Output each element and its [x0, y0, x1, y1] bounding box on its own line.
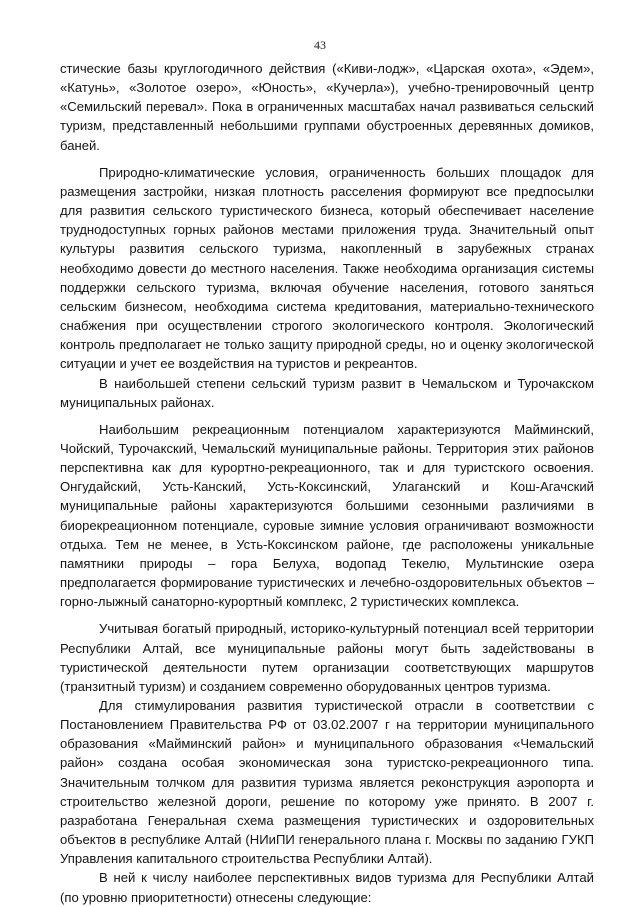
paragraph: Учитывая богатый природный, историко-культурный потенциал всей территории Республики Алтай, все муниципальные районы могут быть задействованы в туристической деятельности путем организации соответствующих маршрутов (транзитный туризм) и созданием современно оборудованных центров туризма. — [60, 621, 594, 694]
paragraph: стические базы круглогодичного действия («Киви-лодж», «Царская охота», «Эдем», «Катунь», «Золотое озеро», «Юность», «Кучерла»), учебно-тренировочный центр «Семильский перевал». Пока в ограниченных масштабах начал развиваться сельский туризм, представленный небольшими группами обустроенных деревянных домиков, баней. — [60, 61, 594, 153]
paragraph: В наибольшей степени сельский туризм развит в Чемальском и Турочакском муниципальных районах. — [60, 375, 594, 410]
page-number: 43 — [314, 38, 326, 52]
paragraph: Наибольшим рекреационным потенциалом характеризуются Майминский, Чойский, Турочакский, Чемальский муниципальные районы. Территория этих районов перспективна как для курортно-рекреационного, так и для туристского освоения. Онгудайский, Усть-Канский, Усть-Коксинский, Улаганский и Кош-Агачский муниципальные районы характеризуются большими сезонными различиями в биорекреационном потенциале, суровые зимние условия ограничивают возможности отдыха. Тем не менее, в Усть-Коксинском районе, где расположены уникальные памятники природы – гора Белуха, водопад Текелю, Мультинские озера предполагается формирование туристических и лечебно-оздоровительных объектов – горно-лыжный санаторно-курортный комплекс, 2 туристических комплекса. — [60, 421, 594, 610]
body-text — [60, 59, 594, 907]
paragraph: Природно-климатические условия, ограниченность больших площадок для размещения застройки, низкая плотность расселения формируют все предпосылки для развития сельского туристического бизнеса, который обеспечивает население труднодоступных горных районов местами приложения труда. Значительный опыт культуры развития сельского туризма, накопленный в зарубежных странах необходимо довести до местного населения. Также необходима организация системы поддержки сельского туризма, включая обучение населения, готового заняться сельским бизнесом, необходима система кредитования, материально-технического снабжения при осуществлении строгого экологического контроля. Экологический контроль предполагает не только защиту природной среды, но и оценку экологической ситуации и учет ее воздействия на туристов и рекреантов. — [60, 164, 594, 372]
paragraph: Для стимулирования развития туристической отрасли в соответствии с Постановлением Правительства РФ от 03.02.2007 г на территории муниципального образования «Майминский район» и муниципального образования «Чемальский район» создана особая экономическая зона туристско-рекреационного типа. Значительным толчком для развития туризма является реконструкция аэропорта и строительство железной дороги, решение по которому уже принято. В 2007 г. разработана Генеральная схема размещения туристических и оздоровительных объектов в республике Алтай (НИиПИ генерального плана г. Москвы по заданию ГУКП Управления капитального строительства Республики Алтай). — [60, 698, 594, 867]
paragraph: В ней к числу наиболее перспективных видов туризма для Республики Алтай (по уровню приоритетности) отнесены следующие: — [60, 870, 594, 905]
